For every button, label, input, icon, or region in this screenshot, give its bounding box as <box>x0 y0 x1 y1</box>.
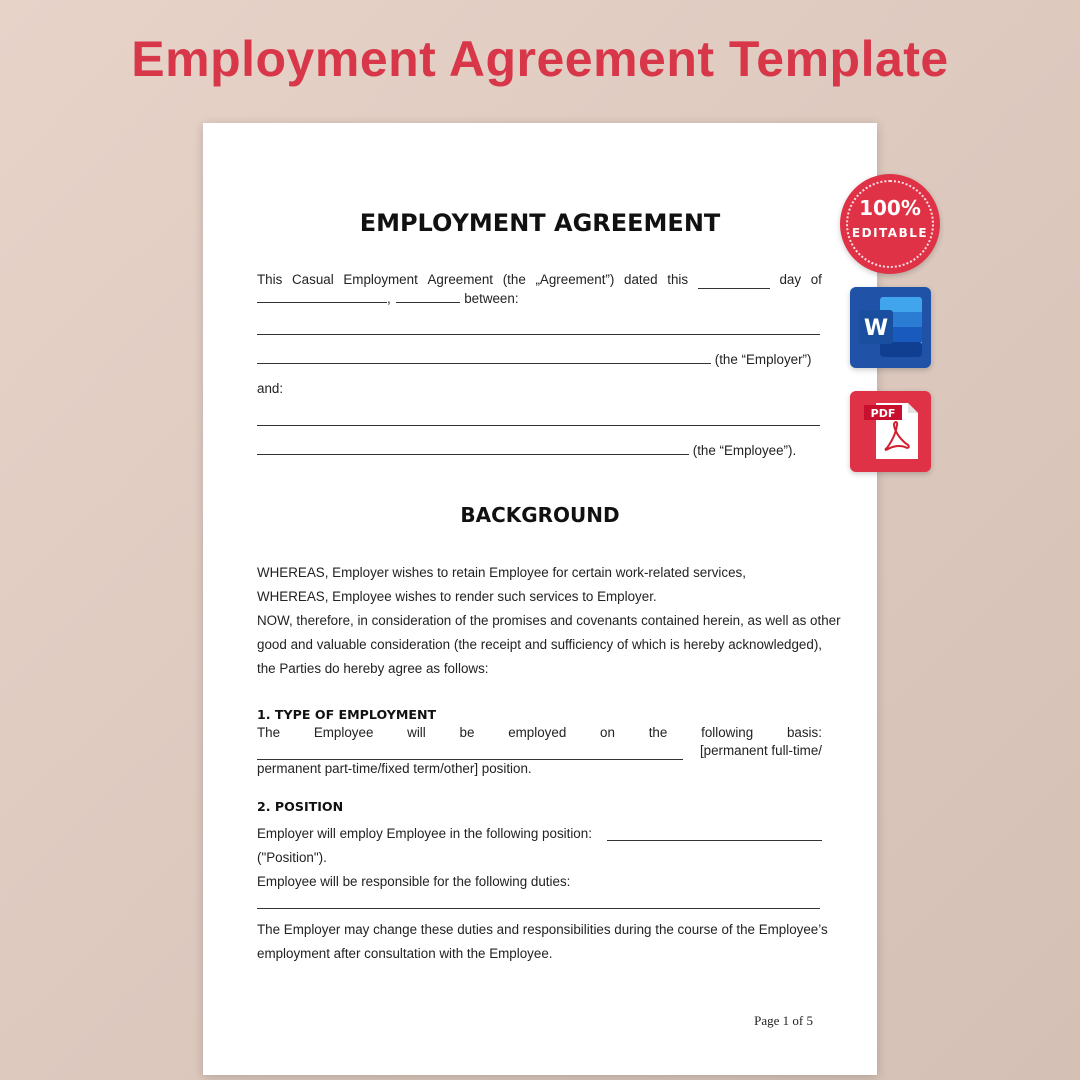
word-icon <box>850 287 931 368</box>
pdf-label: PDF <box>870 407 896 420</box>
employer-label: (the “Employer”) <box>714 352 812 367</box>
intro-separator: , <box>387 291 391 306</box>
document-title: EMPLOYMENT AGREEMENT <box>359 209 721 237</box>
employee-name-line[interactable] <box>257 425 820 426</box>
word-icon-graphic <box>850 287 931 368</box>
intro-word: this <box>667 272 689 287</box>
and-label: and: <box>257 381 284 396</box>
intro-between: between: <box>464 291 519 306</box>
section-2 <box>257 798 822 816</box>
background-paragraph <box>257 561 841 681</box>
month-blank[interactable] <box>257 289 387 303</box>
intro-paragraph <box>257 271 822 308</box>
section-1 <box>257 706 822 778</box>
intro-word: Agreement <box>427 272 493 287</box>
pdf-icon-graphic <box>850 391 931 472</box>
intro-word: dated <box>624 272 658 287</box>
document-page <box>203 123 877 1075</box>
intro-word: Employment <box>343 272 418 287</box>
word-letter: W <box>863 316 889 341</box>
section-1-word: The <box>257 725 281 740</box>
intro-word: „Agreement”) <box>535 272 615 287</box>
section-1-line: permanent part-time/fixed term/other] position. <box>257 761 532 776</box>
position-blank[interactable] <box>607 827 822 841</box>
intro-word: day <box>779 272 802 287</box>
section-1-word: will <box>407 725 426 740</box>
section-2-closing <box>257 918 828 966</box>
duties-line[interactable] <box>257 908 820 909</box>
section-1-word: basis: <box>786 725 822 740</box>
employer-address-blank[interactable] <box>257 350 711 364</box>
section-1-word: be <box>459 725 475 740</box>
background-line: NOW, therefore, in consideration of the promises and covenants contained herein, as well as other <box>257 613 841 628</box>
section-2-line: Employer will employ Employee in the following position: <box>257 826 592 841</box>
section-1-word: following <box>701 725 754 740</box>
badge-ring <box>846 180 934 268</box>
intro-word: (the <box>502 272 526 287</box>
year-blank[interactable] <box>396 289 460 303</box>
intro-word: This <box>257 272 283 287</box>
badge-label: EDITABLE <box>851 226 929 240</box>
section-2-line: Employee will be responsible for the following duties: <box>257 874 571 889</box>
background-line: WHEREAS, Employer wishes to retain Employee for certain work-related services, <box>257 565 746 580</box>
editable-badge <box>840 174 940 274</box>
section-2-line: ("Position"). <box>257 850 327 865</box>
section-1-word: Employee <box>313 725 374 740</box>
employment-basis-blank[interactable] <box>257 746 683 760</box>
background-line: WHEREAS, Employee wishes to render such services to Employer. <box>257 589 657 604</box>
intro-word: of <box>810 272 822 287</box>
page-headline: Employment Agreement Template <box>131 31 949 87</box>
section-1-word: employed <box>508 725 567 740</box>
employee-label: (the “Employee”). <box>692 443 797 458</box>
background-title: BACKGROUND <box>460 503 620 527</box>
section-2-body <box>257 822 822 894</box>
section-1-options: [permanent full-time/ <box>699 743 822 758</box>
employer-line <box>257 350 822 369</box>
badge-percent: 100% <box>859 196 921 220</box>
section-2-heading: 2. POSITION <box>257 799 344 814</box>
employer-name-line[interactable] <box>257 334 820 335</box>
background-line: good and valuable consideration (the receipt and sufficiency of which is hereby acknowledged), <box>257 637 822 652</box>
section-1-word: on <box>600 725 615 740</box>
pdf-icon <box>850 391 931 472</box>
intro-word: Casual <box>292 272 334 287</box>
background-line: the Parties do hereby agree as follows: <box>257 661 489 676</box>
section-2-line: The Employer may change these duties and responsibilities during the course of the Employee’s <box>257 922 828 937</box>
page-number: Page 1 of 5 <box>754 1013 813 1028</box>
employee-line <box>257 441 822 460</box>
employee-address-blank[interactable] <box>257 441 689 455</box>
day-blank[interactable] <box>698 275 770 289</box>
section-2-line: employment after consultation with the Employee. <box>257 946 553 961</box>
section-1-heading: 1. TYPE OF EMPLOYMENT <box>257 707 437 722</box>
section-1-word: the <box>648 725 668 740</box>
